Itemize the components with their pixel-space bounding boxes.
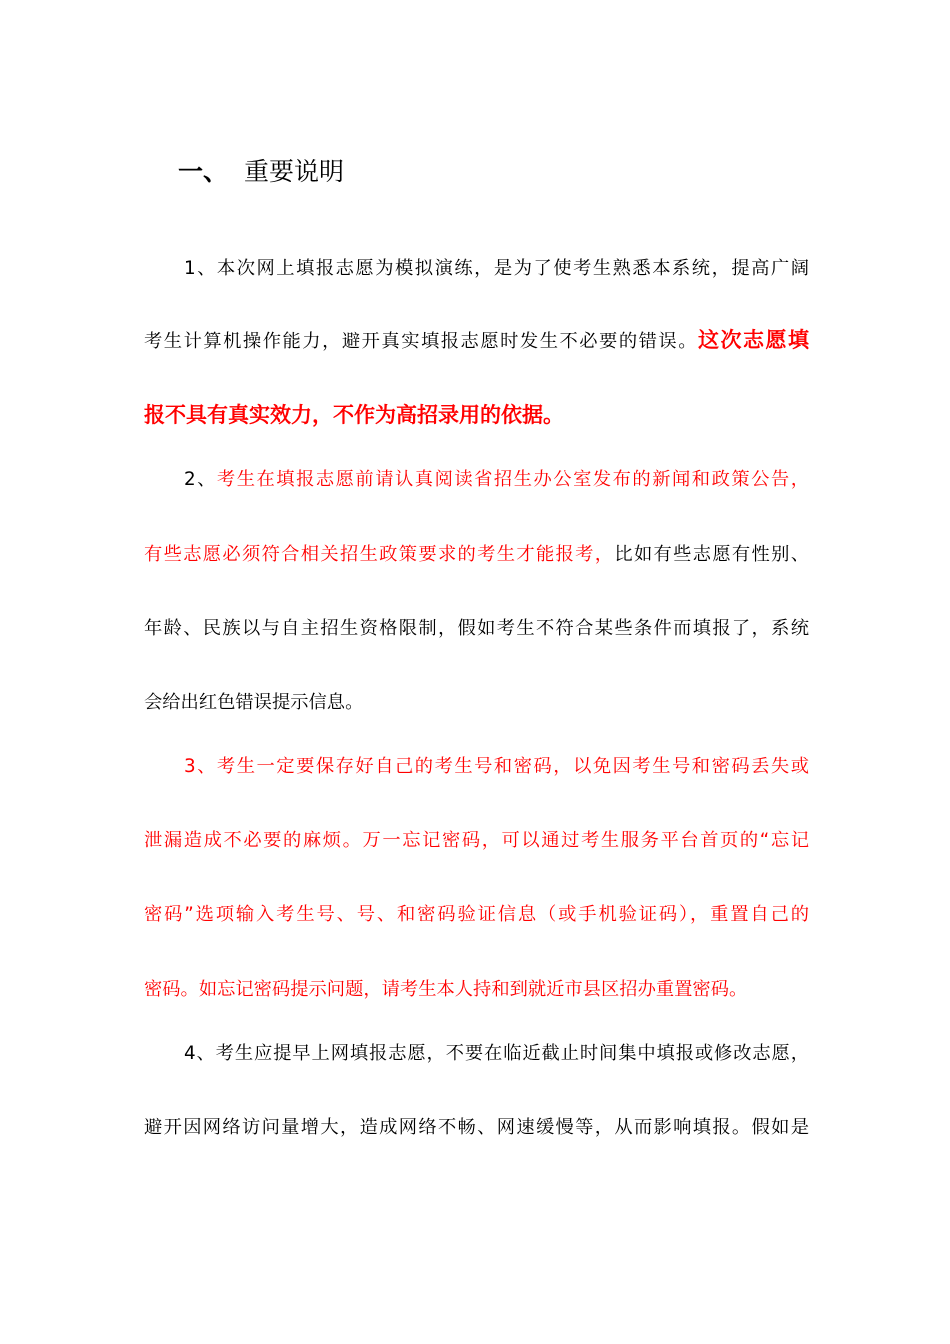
paragraph-1-line-1: 1、本次网上填报志愿为模拟演练，是为了使考生熟悉本系统，提高广阔 <box>184 258 809 279</box>
paragraph-2-text: 比如有些志愿有性别、 <box>614 544 810 565</box>
section-number: 一、 <box>178 157 229 186</box>
paragraph-2-line-3: 年龄、民族以与自主招生资格限制，假如考生不符合某些条件而填报了，系统 <box>144 618 809 639</box>
paragraph-4-line-1: 4、考生应提早上网填报志愿，不要在临近截止时间集中填报或修改志愿， <box>184 1043 809 1064</box>
section-title: 重要说明 <box>244 157 345 186</box>
paragraph-3-line-2: 泄漏造成不必要的麻烦。万一忘记密码，可以通过考生服务平台首页的“忘记 <box>144 830 809 851</box>
paragraph-1-emphasis-start: 这次志愿填 <box>697 328 809 352</box>
paragraph-1-emphasis-end: 报不具有真实效力，不作为高招录用的依据。 <box>144 403 564 427</box>
paragraph-2-line-1 <box>144 465 809 495</box>
paragraph-4-line-2: 避开因网络访问量增大，造成网络不畅、网速缓慢等，从而影响填报。假如是 <box>144 1117 809 1138</box>
paragraph-1-line-2 <box>144 325 809 355</box>
paragraph-2-line-2 <box>144 540 809 570</box>
paragraph-2-red-text-2: 有些志愿必须符合相关招生政策要求的考生才能报考， <box>144 544 615 565</box>
section-heading <box>178 152 344 192</box>
paragraph-3-line-3: 密码”选项输入考生号、号、和密码验证信息（或手机验证码），重置自己的 <box>144 904 809 925</box>
paragraph-3-line-1: 3、考生一定要保存好自己的考生号和密码，以免因考生号和密码丢失或 <box>184 756 809 777</box>
paragraph-3-line-4: 密码。如忘记密码提示问题，请考生本人持和到就近市县区招办重置密码。 <box>144 979 748 1000</box>
paragraph-1-text: 考生计算机操作能力，避开真实填报志愿时发生不必要的错误。 <box>144 331 698 352</box>
paragraph-2-line-4: 会给出红色错误提示信息。 <box>144 692 364 713</box>
paragraph-1-line-3 <box>144 400 809 430</box>
paragraph-2-number: 2、 <box>184 469 217 490</box>
paragraph-2-red-text: 考生在填报志愿前请认真阅读省招生办公室发布的新闻和政策公告， <box>216 469 809 490</box>
